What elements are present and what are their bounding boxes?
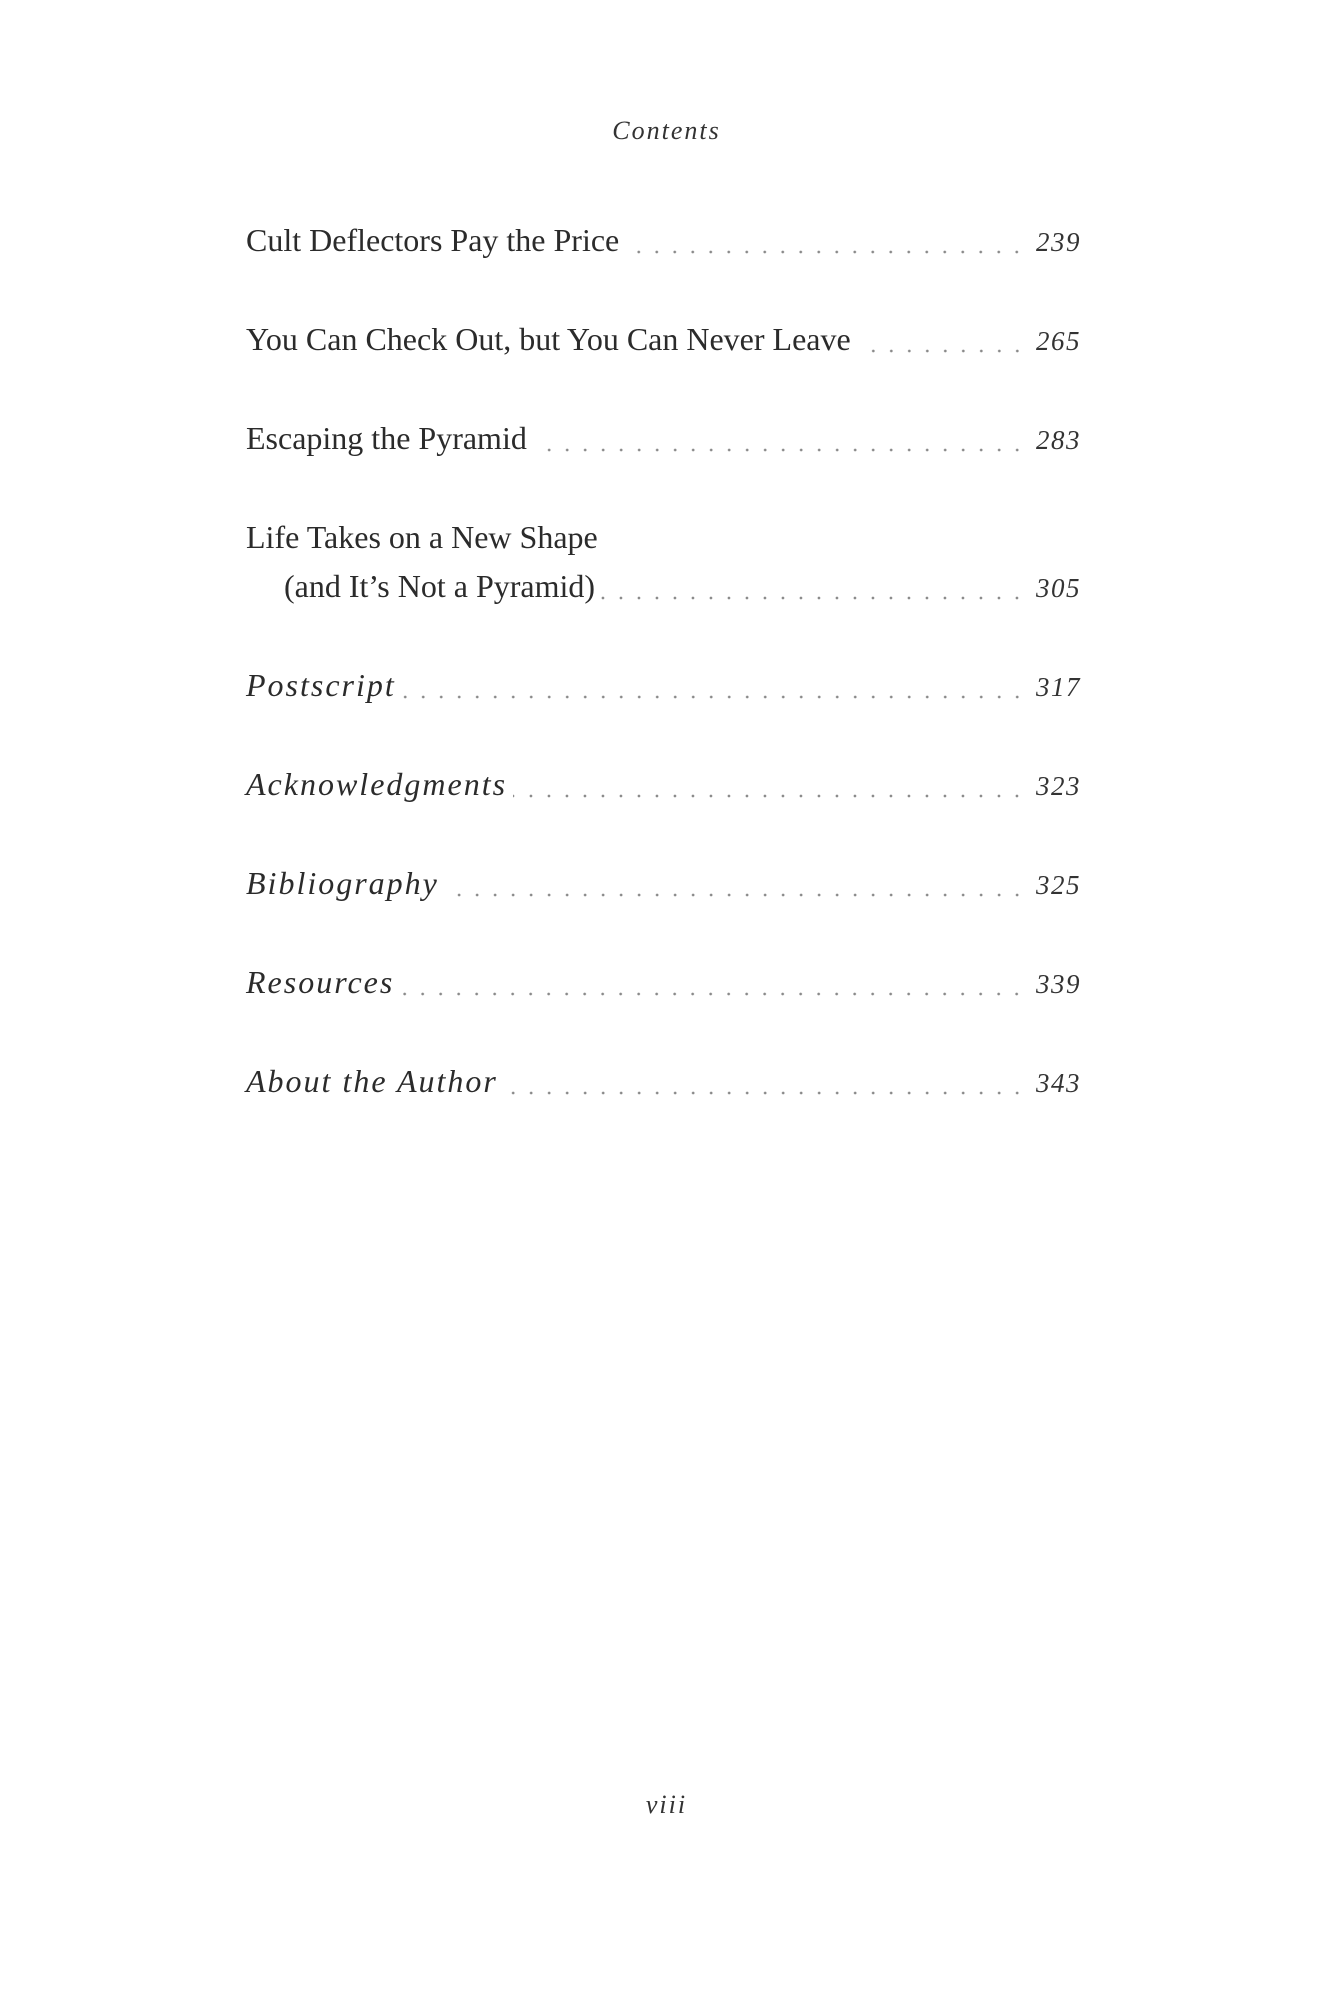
dot-leader [533, 446, 1026, 454]
toc-row [246, 319, 1081, 361]
toc-page-number: 317 [1036, 672, 1081, 702]
toc-entry [246, 764, 1081, 863]
toc-row [246, 566, 1081, 608]
toc-page-number: 323 [1036, 771, 1081, 801]
running-head: Contents [612, 116, 721, 145]
toc-entry [246, 517, 1081, 665]
toc-entry [246, 665, 1081, 764]
toc-page-number: 325 [1036, 870, 1081, 900]
dot-leader [857, 347, 1026, 355]
dot-leader [513, 792, 1026, 800]
toc-entry-title: Cult Deflectors Pay the Price [246, 222, 620, 258]
toc-entry [246, 220, 1081, 319]
dot-leader [445, 891, 1026, 899]
dot-leader [400, 990, 1026, 998]
page-number-folio: viii [645, 1790, 688, 1819]
toc-page-number: 343 [1036, 1068, 1081, 1098]
toc-entry-title: Acknowledgments [246, 766, 508, 802]
toc-page-number: 305 [1036, 573, 1081, 603]
toc-entry-title: You Can Check Out, but You Can Never Leave [246, 321, 851, 357]
toc-row [246, 665, 1081, 707]
dot-leader [601, 594, 1026, 602]
toc-page-number: 239 [1036, 227, 1081, 257]
toc-entry [246, 863, 1081, 962]
dot-leader [402, 693, 1026, 701]
toc-entry [246, 418, 1081, 517]
toc-row [246, 962, 1081, 1004]
table-of-contents [246, 220, 1081, 1160]
toc-row [246, 220, 1081, 262]
toc-page-number: 283 [1036, 425, 1081, 455]
dot-leader [625, 248, 1026, 256]
toc-row [246, 1061, 1081, 1103]
toc-row [246, 764, 1081, 806]
toc-entry [246, 962, 1081, 1061]
toc-entry-title: Bibliography [246, 865, 439, 901]
toc-entry-title: Escaping the Pyramid [246, 420, 527, 456]
toc-entry [246, 319, 1081, 418]
toc-entry [246, 1061, 1081, 1160]
toc-entry-title: Resources [246, 964, 395, 1000]
toc-entry-title: About the Author [246, 1063, 498, 1099]
toc-page-number: 339 [1036, 969, 1081, 999]
dot-leader [504, 1089, 1026, 1097]
toc-entry-title: (and It’s Not a Pyramid) [284, 568, 596, 604]
toc-page-number: 265 [1036, 326, 1081, 356]
toc-row [246, 863, 1081, 905]
toc-row [246, 418, 1081, 460]
toc-entry-title: Postscript [246, 667, 396, 703]
toc-entry-title-line1: Life Takes on a New Shape [246, 519, 598, 555]
